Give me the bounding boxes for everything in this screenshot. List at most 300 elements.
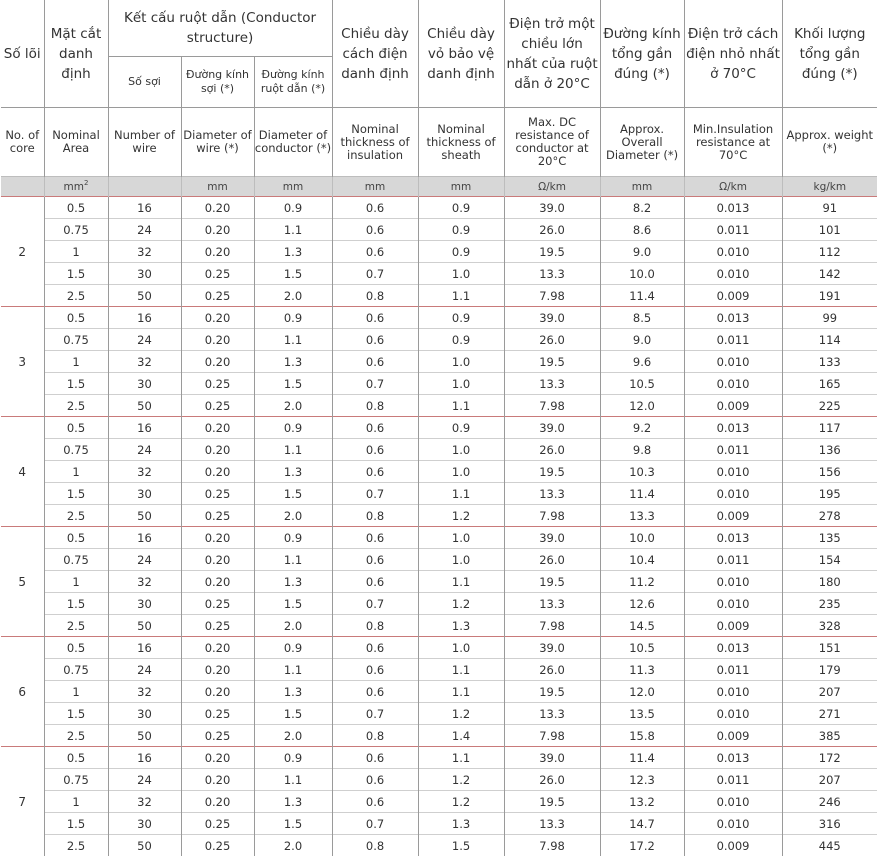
table-row — [1, 417, 877, 439]
cell-weight: 117 — [782, 417, 877, 439]
cell-cond-dia: 1.3 — [254, 681, 332, 703]
cell-resistance: 26.0 — [504, 329, 600, 351]
cell-overall-dia: 12.6 — [600, 593, 684, 615]
cell-area: 2.5 — [44, 835, 108, 856]
cell-overall-dia: 11.4 — [600, 747, 684, 769]
cell-wire-dia: 0.20 — [181, 329, 254, 351]
table-row — [1, 527, 877, 549]
cell-overall-dia: 12.0 — [600, 395, 684, 417]
header-vi-weight: Khối lượng tổng gần đúng (*) — [782, 0, 877, 108]
table-row — [1, 637, 877, 659]
cell-sheath: 1.1 — [418, 659, 504, 681]
cell-cond-dia: 0.9 — [254, 197, 332, 219]
cell-wire-dia: 0.20 — [181, 219, 254, 241]
cell-wire-dia: 0.25 — [181, 813, 254, 835]
cell-wire-dia: 0.25 — [181, 703, 254, 725]
cell-insulation: 0.7 — [332, 373, 418, 395]
cell-cond-dia: 2.0 — [254, 725, 332, 747]
cell-ins-resistance: 0.013 — [684, 307, 782, 329]
cell-weight: 151 — [782, 637, 877, 659]
cell-wire-dia: 0.25 — [181, 285, 254, 307]
cell-cond-dia: 1.5 — [254, 373, 332, 395]
header-vi-cores: Số lõi — [1, 0, 44, 108]
header-vi-conductor-group: Kết cấu ruột dẫn (Conductor structure) — [108, 0, 332, 57]
cell-overall-dia: 13.5 — [600, 703, 684, 725]
cell-overall-dia: 13.2 — [600, 791, 684, 813]
cell-sheath: 1.1 — [418, 681, 504, 703]
cell-overall-dia: 10.5 — [600, 373, 684, 395]
header-en-area: Nominal Area — [44, 108, 108, 177]
cell-insulation: 0.6 — [332, 197, 418, 219]
header-en-ins-resistance: Min.Insulation resistance at 70°C — [684, 108, 782, 177]
header-en-wires: Number of wire — [108, 108, 181, 177]
cell-area: 0.5 — [44, 307, 108, 329]
header-en-insulation: Nominal thickness of insulation — [332, 108, 418, 177]
cell-resistance: 19.5 — [504, 681, 600, 703]
cell-insulation: 0.6 — [332, 659, 418, 681]
cell-resistance: 19.5 — [504, 461, 600, 483]
cell-wires: 16 — [108, 417, 181, 439]
cell-cond-dia: 0.9 — [254, 417, 332, 439]
cell-cond-dia: 1.1 — [254, 659, 332, 681]
table-row — [1, 593, 877, 615]
cell-wire-dia: 0.20 — [181, 461, 254, 483]
cell-overall-dia: 11.4 — [600, 483, 684, 505]
cell-sheath: 1.0 — [418, 351, 504, 373]
header-vi-insulation: Chiều dày cách điện danh định — [332, 0, 418, 108]
table-row — [1, 307, 877, 329]
unit-cores — [1, 177, 44, 197]
cell-wire-dia: 0.25 — [181, 593, 254, 615]
cell-sheath: 1.2 — [418, 703, 504, 725]
cell-weight: 207 — [782, 769, 877, 791]
cell-insulation: 0.7 — [332, 703, 418, 725]
cell-insulation: 0.8 — [332, 725, 418, 747]
cell-sheath: 1.3 — [418, 615, 504, 637]
cell-ins-resistance: 0.010 — [684, 483, 782, 505]
unit-cond-dia: mm — [254, 177, 332, 197]
header-en-wire-dia: Diameter of wire (*) — [181, 108, 254, 177]
cell-sheath: 1.0 — [418, 549, 504, 571]
cell-area: 1 — [44, 241, 108, 263]
cell-sheath: 1.2 — [418, 791, 504, 813]
cell-overall-dia: 14.5 — [600, 615, 684, 637]
header-vi-wires: Số sợi — [108, 57, 181, 108]
cell-insulation: 0.8 — [332, 505, 418, 527]
cell-overall-dia: 9.8 — [600, 439, 684, 461]
cell-area: 0.75 — [44, 549, 108, 571]
table-row — [1, 461, 877, 483]
cell-area: 0.75 — [44, 769, 108, 791]
cell-wires: 24 — [108, 549, 181, 571]
cell-wires: 16 — [108, 637, 181, 659]
cell-overall-dia: 10.5 — [600, 637, 684, 659]
cell-insulation: 0.6 — [332, 241, 418, 263]
cell-cond-dia: 2.0 — [254, 505, 332, 527]
cell-wires: 16 — [108, 197, 181, 219]
cell-overall-dia: 10.0 — [600, 527, 684, 549]
cell-cond-dia: 1.5 — [254, 703, 332, 725]
cell-resistance: 19.5 — [504, 571, 600, 593]
table-row — [1, 747, 877, 769]
cell-wire-dia: 0.25 — [181, 395, 254, 417]
cell-weight: 172 — [782, 747, 877, 769]
cell-area: 1.5 — [44, 263, 108, 285]
cell-ins-resistance: 0.010 — [684, 593, 782, 615]
cell-insulation: 0.6 — [332, 791, 418, 813]
cell-ins-resistance: 0.009 — [684, 505, 782, 527]
cell-wire-dia: 0.20 — [181, 637, 254, 659]
cell-overall-dia: 15.8 — [600, 725, 684, 747]
table-row — [1, 835, 877, 856]
cell-wire-dia: 0.20 — [181, 351, 254, 373]
cell-insulation: 0.6 — [332, 351, 418, 373]
cell-wires: 16 — [108, 527, 181, 549]
header-vi-sheath: Chiều dày vỏ bảo vệ danh định — [418, 0, 504, 108]
cell-cores: 7 — [1, 747, 44, 856]
cell-area: 1.5 — [44, 373, 108, 395]
cell-wire-dia: 0.20 — [181, 439, 254, 461]
cell-wire-dia: 0.20 — [181, 549, 254, 571]
cell-weight: 235 — [782, 593, 877, 615]
cell-ins-resistance: 0.011 — [684, 329, 782, 351]
cell-overall-dia: 12.0 — [600, 681, 684, 703]
cell-overall-dia: 11.4 — [600, 285, 684, 307]
table-row — [1, 373, 877, 395]
cell-area: 0.75 — [44, 439, 108, 461]
cell-area: 1 — [44, 461, 108, 483]
cell-wires: 50 — [108, 835, 181, 856]
cell-insulation: 0.6 — [332, 681, 418, 703]
cell-sheath: 1.2 — [418, 505, 504, 527]
cell-area: 0.75 — [44, 329, 108, 351]
cell-wires: 30 — [108, 703, 181, 725]
cell-cond-dia: 1.3 — [254, 351, 332, 373]
cell-weight: 156 — [782, 461, 877, 483]
table-body — [1, 197, 877, 856]
cell-weight: 195 — [782, 483, 877, 505]
cell-cond-dia: 0.9 — [254, 637, 332, 659]
cell-insulation: 0.7 — [332, 483, 418, 505]
cell-wire-dia: 0.25 — [181, 263, 254, 285]
cell-wire-dia: 0.25 — [181, 835, 254, 856]
header-vi-resistance: Điện trở một chiều lớn nhất của ruột dẫn ở 20°C — [504, 0, 600, 108]
cell-weight: 91 — [782, 197, 877, 219]
cell-ins-resistance: 0.013 — [684, 417, 782, 439]
cell-insulation: 0.7 — [332, 813, 418, 835]
cell-area: 0.5 — [44, 527, 108, 549]
cell-resistance: 13.3 — [504, 593, 600, 615]
cell-wire-dia: 0.25 — [181, 725, 254, 747]
cell-cond-dia: 0.9 — [254, 747, 332, 769]
header-vi-cond-dia: Đường kính ruột dẫn (*) — [254, 57, 332, 108]
cell-weight: 114 — [782, 329, 877, 351]
cell-wires: 24 — [108, 439, 181, 461]
cell-overall-dia: 12.3 — [600, 769, 684, 791]
cell-cond-dia: 1.1 — [254, 439, 332, 461]
cell-resistance: 39.0 — [504, 637, 600, 659]
table-row — [1, 571, 877, 593]
unit-overall-dia: mm — [600, 177, 684, 197]
cell-wire-dia: 0.20 — [181, 791, 254, 813]
cell-wire-dia: 0.20 — [181, 527, 254, 549]
cell-resistance: 13.3 — [504, 703, 600, 725]
table-row — [1, 329, 877, 351]
cell-area: 1 — [44, 791, 108, 813]
table-row — [1, 659, 877, 681]
cell-area: 0.5 — [44, 637, 108, 659]
cell-wire-dia: 0.20 — [181, 241, 254, 263]
cell-sheath: 1.2 — [418, 593, 504, 615]
table-row — [1, 813, 877, 835]
cell-ins-resistance: 0.010 — [684, 791, 782, 813]
cell-wires: 50 — [108, 615, 181, 637]
cell-ins-resistance: 0.009 — [684, 615, 782, 637]
cell-cond-dia: 1.1 — [254, 219, 332, 241]
cell-overall-dia: 10.0 — [600, 263, 684, 285]
cell-ins-resistance: 0.009 — [684, 285, 782, 307]
cell-wires: 24 — [108, 769, 181, 791]
cell-insulation: 0.6 — [332, 549, 418, 571]
units-row — [1, 177, 877, 197]
cell-resistance: 39.0 — [504, 747, 600, 769]
cell-wires: 32 — [108, 681, 181, 703]
cell-ins-resistance: 0.009 — [684, 725, 782, 747]
cell-sheath: 1.1 — [418, 285, 504, 307]
cell-insulation: 0.6 — [332, 329, 418, 351]
table-row — [1, 549, 877, 571]
cell-ins-resistance: 0.010 — [684, 461, 782, 483]
unit-sheath: mm — [418, 177, 504, 197]
cell-overall-dia: 8.2 — [600, 197, 684, 219]
cell-sheath: 0.9 — [418, 197, 504, 219]
header-vi-ins-resistance: Điện trở cách điện nhỏ nhất ở 70°C — [684, 0, 782, 108]
cell-ins-resistance: 0.010 — [684, 813, 782, 835]
cell-cores: 4 — [1, 417, 44, 527]
cell-ins-resistance: 0.009 — [684, 835, 782, 856]
cell-ins-resistance: 0.011 — [684, 549, 782, 571]
cell-cond-dia: 1.1 — [254, 549, 332, 571]
table-header — [1, 0, 877, 197]
cell-wires: 30 — [108, 483, 181, 505]
header-en-cond-dia: Diameter of conductor (*) — [254, 108, 332, 177]
cell-insulation: 0.6 — [332, 439, 418, 461]
cell-cond-dia: 2.0 — [254, 615, 332, 637]
cell-overall-dia: 9.0 — [600, 329, 684, 351]
cell-insulation: 0.8 — [332, 615, 418, 637]
cell-wires: 16 — [108, 307, 181, 329]
table-row — [1, 219, 877, 241]
header-vi-area: Mặt cắt danh định — [44, 0, 108, 108]
cell-weight: 135 — [782, 527, 877, 549]
cell-insulation: 0.6 — [332, 307, 418, 329]
cell-area: 1.5 — [44, 703, 108, 725]
cell-ins-resistance: 0.010 — [684, 703, 782, 725]
cell-resistance: 26.0 — [504, 769, 600, 791]
cell-ins-resistance: 0.010 — [684, 373, 782, 395]
cell-area: 1 — [44, 571, 108, 593]
cell-sheath: 1.0 — [418, 439, 504, 461]
cell-overall-dia: 8.5 — [600, 307, 684, 329]
cell-wire-dia: 0.20 — [181, 197, 254, 219]
unit-weight: kg/km — [782, 177, 877, 197]
header-vi-overall-dia: Đường kính tổng gần đúng (*) — [600, 0, 684, 108]
cell-resistance: 7.98 — [504, 725, 600, 747]
table-row — [1, 351, 877, 373]
cell-resistance: 39.0 — [504, 197, 600, 219]
cell-sheath: 1.0 — [418, 373, 504, 395]
cell-area: 0.5 — [44, 197, 108, 219]
cell-weight: 191 — [782, 285, 877, 307]
cell-ins-resistance: 0.011 — [684, 219, 782, 241]
cell-weight: 165 — [782, 373, 877, 395]
cell-resistance: 7.98 — [504, 835, 600, 856]
cell-wires: 32 — [108, 461, 181, 483]
cell-wires: 30 — [108, 263, 181, 285]
cell-weight: 142 — [782, 263, 877, 285]
cell-cond-dia: 1.3 — [254, 571, 332, 593]
cell-area: 0.5 — [44, 747, 108, 769]
table-row — [1, 197, 877, 219]
cell-wires: 32 — [108, 241, 181, 263]
cell-weight: 328 — [782, 615, 877, 637]
cell-overall-dia: 11.2 — [600, 571, 684, 593]
cell-weight: 99 — [782, 307, 877, 329]
cell-ins-resistance: 0.011 — [684, 659, 782, 681]
cell-weight: 179 — [782, 659, 877, 681]
cell-resistance: 39.0 — [504, 527, 600, 549]
cell-ins-resistance: 0.010 — [684, 263, 782, 285]
cell-insulation: 0.6 — [332, 637, 418, 659]
cell-resistance: 7.98 — [504, 285, 600, 307]
cell-resistance: 19.5 — [504, 241, 600, 263]
cell-insulation: 0.8 — [332, 285, 418, 307]
cell-resistance: 26.0 — [504, 659, 600, 681]
cell-ins-resistance: 0.010 — [684, 241, 782, 263]
cell-area: 1.5 — [44, 593, 108, 615]
cell-sheath: 1.1 — [418, 395, 504, 417]
cell-wire-dia: 0.20 — [181, 681, 254, 703]
cell-weight: 154 — [782, 549, 877, 571]
cell-cond-dia: 1.1 — [254, 769, 332, 791]
cell-cond-dia: 2.0 — [254, 835, 332, 856]
cell-ins-resistance: 0.011 — [684, 769, 782, 791]
cell-wires: 32 — [108, 351, 181, 373]
table-row — [1, 439, 877, 461]
cell-resistance: 19.5 — [504, 351, 600, 373]
unit-resistance: Ω/km — [504, 177, 600, 197]
cell-wires: 50 — [108, 505, 181, 527]
cell-area: 2.5 — [44, 505, 108, 527]
cell-cores: 3 — [1, 307, 44, 417]
cell-area: 2.5 — [44, 285, 108, 307]
cell-overall-dia: 10.4 — [600, 549, 684, 571]
cell-wires: 24 — [108, 219, 181, 241]
cell-wire-dia: 0.25 — [181, 505, 254, 527]
cell-weight: 445 — [782, 835, 877, 856]
cell-sheath: 1.5 — [418, 835, 504, 856]
cell-ins-resistance: 0.013 — [684, 527, 782, 549]
table-row — [1, 615, 877, 637]
table-row — [1, 285, 877, 307]
cell-insulation: 0.6 — [332, 417, 418, 439]
cell-wire-dia: 0.25 — [181, 483, 254, 505]
cell-cond-dia: 2.0 — [254, 395, 332, 417]
header-en-cores: No. of core — [1, 108, 44, 177]
cell-overall-dia: 11.3 — [600, 659, 684, 681]
cell-insulation: 0.6 — [332, 571, 418, 593]
cell-insulation: 0.8 — [332, 395, 418, 417]
cell-cores: 6 — [1, 637, 44, 747]
cell-resistance: 19.5 — [504, 791, 600, 813]
cell-sheath: 1.0 — [418, 263, 504, 285]
cell-resistance: 13.3 — [504, 373, 600, 395]
cell-area: 1.5 — [44, 483, 108, 505]
cell-wires: 32 — [108, 791, 181, 813]
cell-sheath: 1.3 — [418, 813, 504, 835]
cell-cond-dia: 1.5 — [254, 593, 332, 615]
cell-overall-dia: 13.3 — [600, 505, 684, 527]
cell-sheath: 1.1 — [418, 571, 504, 593]
cell-wires: 24 — [108, 659, 181, 681]
table-row — [1, 241, 877, 263]
cell-insulation: 0.6 — [332, 461, 418, 483]
cell-weight: 101 — [782, 219, 877, 241]
cell-sheath: 1.0 — [418, 527, 504, 549]
cell-weight: 112 — [782, 241, 877, 263]
cell-wires: 16 — [108, 747, 181, 769]
cell-wires: 30 — [108, 593, 181, 615]
cell-sheath: 1.0 — [418, 461, 504, 483]
cell-wires: 50 — [108, 285, 181, 307]
table-row — [1, 725, 877, 747]
cell-area: 2.5 — [44, 615, 108, 637]
cell-ins-resistance: 0.013 — [684, 197, 782, 219]
table-row — [1, 681, 877, 703]
table-row — [1, 791, 877, 813]
cell-cond-dia: 0.9 — [254, 527, 332, 549]
cell-weight: 278 — [782, 505, 877, 527]
cell-sheath: 1.1 — [418, 483, 504, 505]
cell-cond-dia: 1.5 — [254, 263, 332, 285]
cell-sheath: 1.2 — [418, 769, 504, 791]
table-row — [1, 703, 877, 725]
cell-resistance: 39.0 — [504, 417, 600, 439]
cell-cores: 5 — [1, 527, 44, 637]
cell-cond-dia: 1.1 — [254, 329, 332, 351]
cell-weight: 133 — [782, 351, 877, 373]
cell-resistance: 26.0 — [504, 219, 600, 241]
cell-area: 0.5 — [44, 417, 108, 439]
cell-cond-dia: 1.3 — [254, 791, 332, 813]
cell-wires: 50 — [108, 725, 181, 747]
unit-wire-dia: mm — [181, 177, 254, 197]
cell-ins-resistance: 0.013 — [684, 747, 782, 769]
cell-wires: 30 — [108, 813, 181, 835]
cell-overall-dia: 8.6 — [600, 219, 684, 241]
cell-weight: 180 — [782, 571, 877, 593]
cell-resistance: 7.98 — [504, 615, 600, 637]
cell-area: 2.5 — [44, 395, 108, 417]
cell-area: 1 — [44, 351, 108, 373]
cell-cond-dia: 2.0 — [254, 285, 332, 307]
cell-weight: 385 — [782, 725, 877, 747]
cell-ins-resistance: 0.010 — [684, 351, 782, 373]
cell-insulation: 0.6 — [332, 747, 418, 769]
cell-weight: 225 — [782, 395, 877, 417]
cell-wire-dia: 0.20 — [181, 307, 254, 329]
cell-ins-resistance: 0.010 — [684, 571, 782, 593]
